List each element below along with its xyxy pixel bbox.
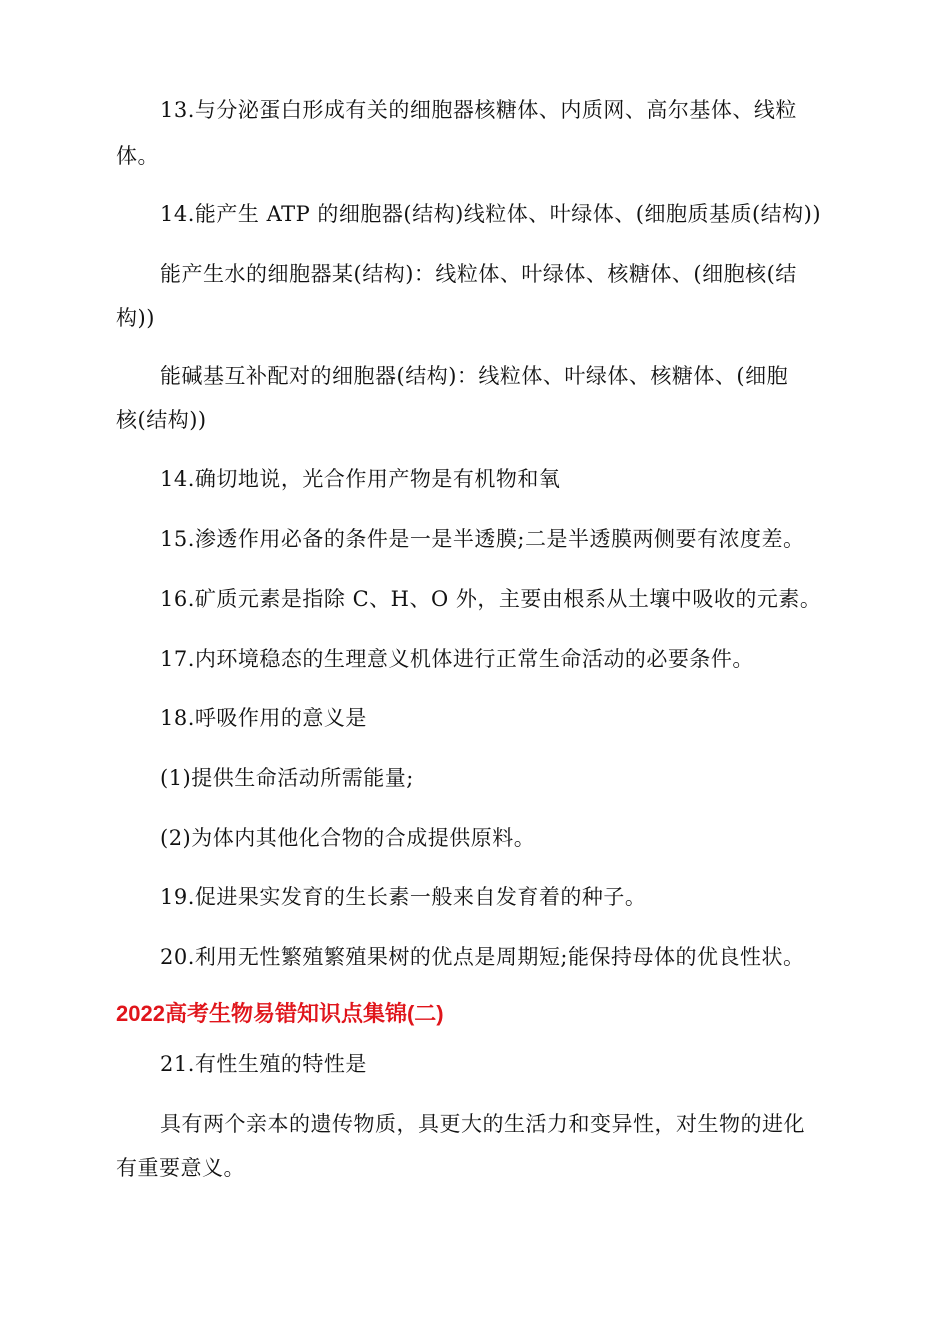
- paragraph-18: 18.呼吸作用的意义是: [160, 706, 367, 730]
- paragraph-19: 19.促进果实发育的生长素一般来自发育着的种子。: [160, 885, 647, 909]
- paragraph-13-line-2: 体。: [116, 144, 159, 168]
- paragraph-base-pairing-line-2: 核(结构)): [116, 408, 207, 432]
- paragraph-base-pairing-line-1: 能碱基互补配对的细胞器(结构)：线粒体、叶绿体、核糖体、(细胞: [160, 364, 789, 388]
- paragraph-water-line-1: 能产生水的细胞器某(结构)：线粒体、叶绿体、核糖体、(细胞核(结: [160, 262, 797, 286]
- list-item-1: (1)提供生命活动所需能量;: [160, 766, 414, 790]
- paragraph-water-line-2: 构)): [116, 306, 155, 330]
- paragraph-sexual-reproduction-line-2: 有重要意义。: [116, 1156, 245, 1180]
- paragraph-16: 16.矿质元素是指除 C、H、O 外，主要由根系从土壤中吸收的元素。: [160, 587, 822, 611]
- paragraph-sexual-reproduction-line-1: 具有两个亲本的遗传物质，具更大的生活力和变异性，对生物的进化: [160, 1112, 805, 1136]
- list-item-2: (2)为体内其他化合物的合成提供原料。: [160, 826, 536, 850]
- paragraph-14-photosynthesis: 14.确切地说，光合作用产物是有机物和氧: [160, 467, 561, 491]
- paragraph-17: 17.内环境稳态的生理意义机体进行正常生命活动的必要条件。: [160, 647, 754, 671]
- paragraph-20: 20.利用无性繁殖繁殖果树的优点是周期短;能保持母体的优良性状。: [160, 945, 805, 969]
- section-heading: 2022高考生物易错知识点集锦(二): [116, 1001, 444, 1026]
- paragraph-21: 21.有性生殖的特性是: [160, 1052, 367, 1076]
- paragraph-13-line-1: 13.与分泌蛋白形成有关的细胞器核糖体、内质网、高尔基体、线粒: [160, 98, 797, 122]
- paragraph-15: 15.渗透作用必备的条件是一是半透膜;二是半透膜两侧要有浓度差。: [160, 527, 805, 551]
- paragraph-14-atp: 14.能产生 ATP 的细胞器(结构)线粒体、叶绿体、(细胞质基质(结构)): [160, 202, 822, 226]
